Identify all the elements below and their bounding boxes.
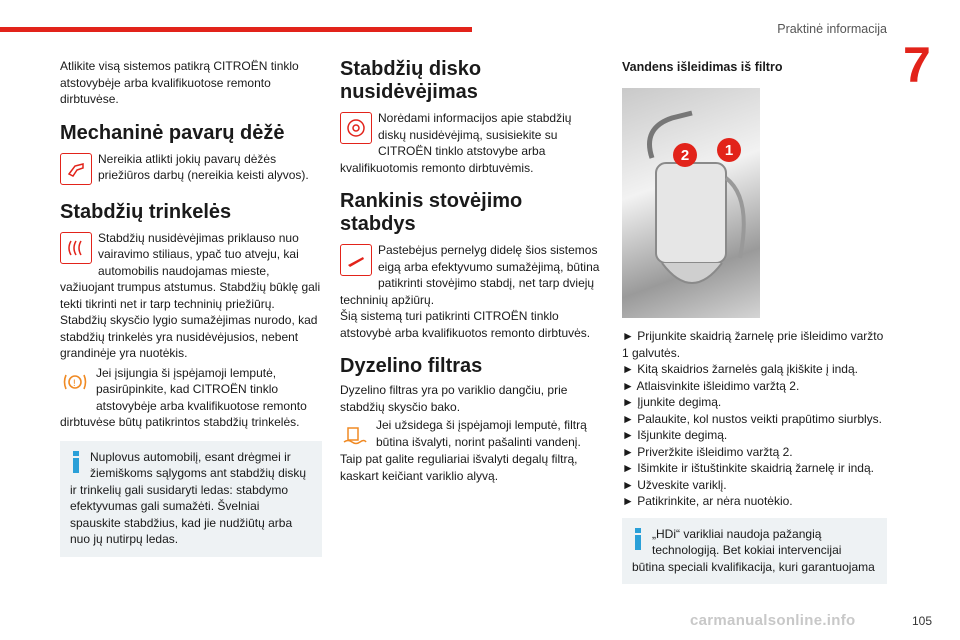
header-accent-bar	[0, 27, 472, 32]
step-6: ► Išjunkite degimą.	[622, 428, 728, 442]
step-1: ► Prijunkite skaidrią žarnelę prie išleidimo varžto 1 galvutės.	[622, 329, 884, 360]
pads-heading: Stabdžių trinkelės	[60, 200, 232, 223]
intro-text: Atlikite visą sistemos patikrą CITROËN tinklo atstovybėje arba kvalifikuotose remonto dirbtuvėse.	[60, 59, 299, 106]
fuel-filter-photo	[622, 88, 760, 318]
gearbox-icon	[60, 153, 92, 185]
pads-text-1: Stabdžių nusidėvėjimas priklauso nuo vairavimo stiliaus, ypač tuo atveju, kai automobilis naudojamas mieste, važiuojant trumpus atstumus. Stabdžių būklę gali tekti tikrinti net ir tarp techninių priežiūrų.	[60, 230, 321, 311]
parking-heading: Rankinis stovėjimo stabdys	[340, 190, 523, 235]
filter-heading: Dyzelino filtras	[340, 355, 483, 377]
parking-text-2: Šią sistemą turi patikrinti CITROËN tinklo atstovybė arba kvalifikuotos remonto dirbtuvės.	[340, 309, 591, 340]
step-5: ► Palaukite, kol nustos veikti prapūtimo siurblys.	[622, 411, 882, 426]
filter-text-3: Taip pat galite reguliariai išvalyti degalų filtrą, kaskart keičiant variklio alyvą.	[340, 452, 578, 483]
svg-text:!: !	[72, 378, 77, 389]
step-7: ► Priveržkite išleidimo varžtą 2.	[622, 444, 793, 459]
step-4: ► Įjunkite degimą.	[622, 395, 722, 409]
brake-pads-icon	[60, 232, 92, 264]
column-right	[622, 58, 887, 584]
page-number: 105	[911, 614, 932, 628]
column-middle	[340, 58, 602, 484]
step-10: ► Patikrinkite, ar nėra nuotėkio.	[622, 494, 793, 508]
callout-2: 2	[673, 143, 697, 167]
info-box-ice	[60, 441, 322, 557]
info-icon	[70, 451, 82, 473]
gearbox-text: Nereikia atlikti jokių pavarų dėžės priežiūros darbų (nereikia keisti alyvos).	[98, 151, 309, 182]
parking-text-1: Pastebėjus pernelyg didelę šios sistemos eigą arba efektyvumo sumažėjimą, būtina patikrinti stovėjimo stabdį, net tarp dviejų techninių apžiūrų.	[340, 243, 600, 307]
parking-block	[340, 242, 602, 308]
parking-brake-icon	[340, 244, 372, 276]
filter-text-2: Jei užsidega ši įspėjamoji lemputė, filtrą būtina išvalyti, norint pašalinti vandenį.	[376, 418, 587, 449]
step-3: ► Atlaisvinkite išleidimo varžtą 2.	[622, 378, 800, 393]
disc-heading: Stabdžių disko nusidėvėjimas	[340, 58, 482, 103]
callout-1: 1	[717, 138, 741, 162]
disc-block	[340, 110, 602, 176]
filter-text-1: Dyzelino filtras yra po variklio dangčiu, prie stabdžių skysčio bako.	[340, 383, 568, 414]
column-left	[60, 58, 322, 557]
water-in-fuel-light-icon	[340, 419, 370, 449]
pads-text-2: Stabdžių skysčio lygio sumažėjimas nurodo, kad stabdžių trinkelės yra nusidėvėjusios, nebent grandinėje yra nuotėkis.	[60, 313, 318, 360]
drain-heading: Vandens išleidimas iš filtro	[622, 60, 783, 74]
info-hdi-text: „HDi“ varikliai naudoja pažangią technologiją. Bet kokiai intervencijai būtina speciali kvalifikacija, kuri garantuojama	[632, 526, 875, 574]
info-icon	[632, 528, 644, 550]
step-8: ► Išimkite ir ištuštinkite skaidrią žarnelę ir indą.	[622, 461, 874, 475]
watermark: carmanualsonline.info	[690, 612, 856, 629]
gearbox-block	[60, 151, 322, 187]
filter-warning-block	[340, 417, 602, 451]
chapter-number: 7	[903, 37, 931, 93]
brake-warning-light-icon	[60, 367, 90, 397]
disc-text: Norėdami informacijos apie stabdžių diskų nusidėvėjimą, susisiekite su CITROËN tinklo atstovybe arba kvalifikuotomis remonto dirbtuvėmis.	[340, 111, 572, 175]
pads-block	[60, 230, 322, 313]
info-box-hdi	[622, 518, 887, 585]
step-9: ► Užveskite variklį.	[622, 477, 727, 492]
step-2: ► Kitą skaidrios žarnelės galą įkiškite į indą.	[622, 362, 858, 376]
pads-warning-block	[60, 365, 322, 431]
pads-text-3: Jei įsijungia ši įspėjamoji lemputė, pasirūpinkite, kad CITROËN tinklo atstovybėje arba kvalifikuotose remonto dirbtuvėse būtų patikrintos stabdžių trinkelės.	[60, 365, 307, 429]
section-title: Praktinė informacija	[777, 22, 887, 36]
drain-steps-list	[622, 328, 887, 510]
brake-disc-icon	[340, 112, 372, 144]
info-ice-text: Nuplovus automobilį, esant drėgmei ir žiemiškoms sąlygoms ant stabdžių diskų ir trinkelių gali susidaryti ledas: stabdymo efektyvumas gali sumažėti. Švelniai spauskite stabdžius, kad jie nudžiūtų arba nuo jų nutirpų ledas.	[70, 449, 307, 546]
gearbox-heading: Mechaninė pavarų dėžė	[60, 121, 285, 144]
